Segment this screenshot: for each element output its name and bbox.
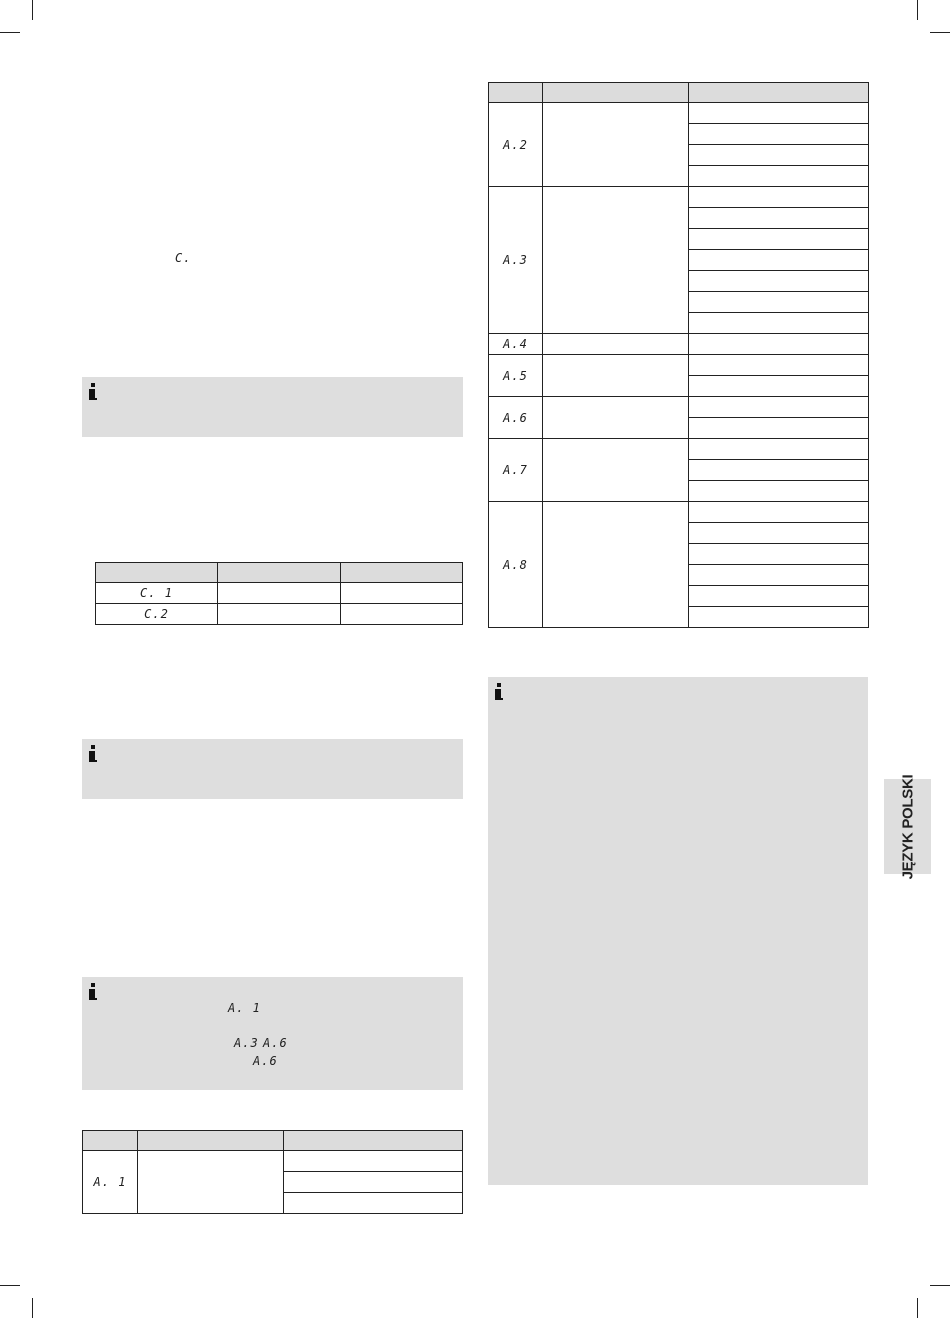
table-cell: [689, 586, 869, 607]
crop-mark: [0, 1285, 20, 1286]
table-cell: [284, 1151, 463, 1172]
table-header: [689, 83, 869, 103]
table-header: [284, 1131, 463, 1151]
table-cell: [543, 397, 689, 439]
table-cell: [689, 460, 869, 481]
table-cell: [689, 502, 869, 523]
table-cell: [689, 355, 869, 376]
crop-mark: [0, 32, 20, 33]
crop-mark: [32, 1298, 33, 1318]
table-header: [489, 83, 543, 103]
table-cell: [689, 418, 869, 439]
display-code: A.6: [263, 1036, 288, 1050]
table-row: [489, 355, 869, 376]
display-code: A.7: [503, 463, 528, 477]
table-cell: [218, 583, 341, 604]
table-cell: [689, 334, 869, 355]
display-code: A.5: [503, 368, 528, 383]
table-cell: [689, 544, 869, 565]
table-cell: [689, 565, 869, 586]
display-code: A.3: [234, 1036, 259, 1050]
table-cell: [543, 439, 689, 502]
info-icon: [89, 983, 97, 1000]
table-header: [138, 1131, 284, 1151]
crop-mark: [917, 0, 918, 20]
table-cell: [543, 334, 689, 355]
table-cell: [543, 355, 689, 397]
table-cell: [489, 355, 543, 397]
info-icon: [495, 683, 503, 700]
table-row: [489, 397, 869, 418]
table-cell: [543, 187, 689, 334]
display-code: C. 1: [140, 586, 173, 600]
table-cell: [489, 439, 543, 502]
table-row: [489, 439, 869, 460]
table-cell: [689, 523, 869, 544]
table-cell: [341, 604, 463, 625]
table-cell: [689, 250, 869, 271]
display-code: A.3: [503, 253, 528, 267]
crop-mark: [930, 1285, 950, 1286]
table-row: [489, 103, 869, 124]
table-cell: [543, 502, 689, 628]
table-cell: [138, 1151, 284, 1214]
table-cell: [218, 604, 341, 625]
crop-mark: [32, 0, 33, 20]
table-cell: [489, 103, 543, 187]
info-note-3: [82, 977, 463, 1090]
info-note-1: [82, 377, 463, 437]
display-code: A.8: [503, 557, 528, 572]
table-header: [341, 563, 463, 583]
display-code: A.2: [503, 137, 528, 152]
display-code: A.6: [253, 1054, 278, 1068]
table-header: [218, 563, 341, 583]
table-row: [489, 502, 869, 523]
table-a-settings: [488, 82, 869, 628]
table-cell: [689, 313, 869, 334]
table-cell: [341, 583, 463, 604]
table-c-settings: [95, 562, 463, 625]
table-cell: [689, 229, 869, 250]
table-cell: [689, 124, 869, 145]
table-cell: [689, 439, 869, 460]
table-row: [96, 604, 463, 625]
table-cell: [689, 376, 869, 397]
table-cell: [689, 481, 869, 502]
inline-display-code: C.: [175, 251, 192, 265]
table-row: [489, 187, 869, 208]
info-note-2: [82, 739, 463, 799]
display-code: A.4: [503, 337, 528, 351]
table-cell: [284, 1172, 463, 1193]
crop-mark: [930, 32, 950, 33]
crop-mark: [917, 1298, 918, 1318]
table-cell: [489, 187, 543, 334]
info-note-4: [488, 677, 868, 1185]
info-icon: [89, 383, 97, 400]
display-code: A.6: [503, 410, 528, 425]
table-cell: [543, 103, 689, 187]
table-cell: [689, 166, 869, 187]
display-code: A. 1: [93, 1175, 127, 1189]
table-cell: [489, 334, 543, 355]
display-code: A. 1: [228, 1001, 261, 1015]
table-cell: [489, 397, 543, 439]
info-icon: [89, 745, 97, 762]
table-cell: [689, 271, 869, 292]
table-header: [96, 563, 218, 583]
table-header: [83, 1131, 138, 1151]
language-tab-label: JĘZYK POLSKI: [899, 774, 916, 879]
display-code: C.2: [144, 607, 169, 621]
table-row: [96, 583, 463, 604]
table-cell: [689, 208, 869, 229]
table-row: [83, 1151, 463, 1172]
table-header: [543, 83, 689, 103]
table-cell: [284, 1193, 463, 1214]
table-cell: [489, 502, 543, 628]
table-a1: [82, 1130, 463, 1214]
table-row: [489, 334, 869, 355]
language-tab: [884, 774, 931, 879]
table-cell: [689, 187, 869, 208]
table-cell: [689, 292, 869, 313]
table-cell: [689, 607, 869, 628]
table-cell: [689, 103, 869, 124]
table-cell: [689, 397, 869, 418]
table-cell: [689, 145, 869, 166]
